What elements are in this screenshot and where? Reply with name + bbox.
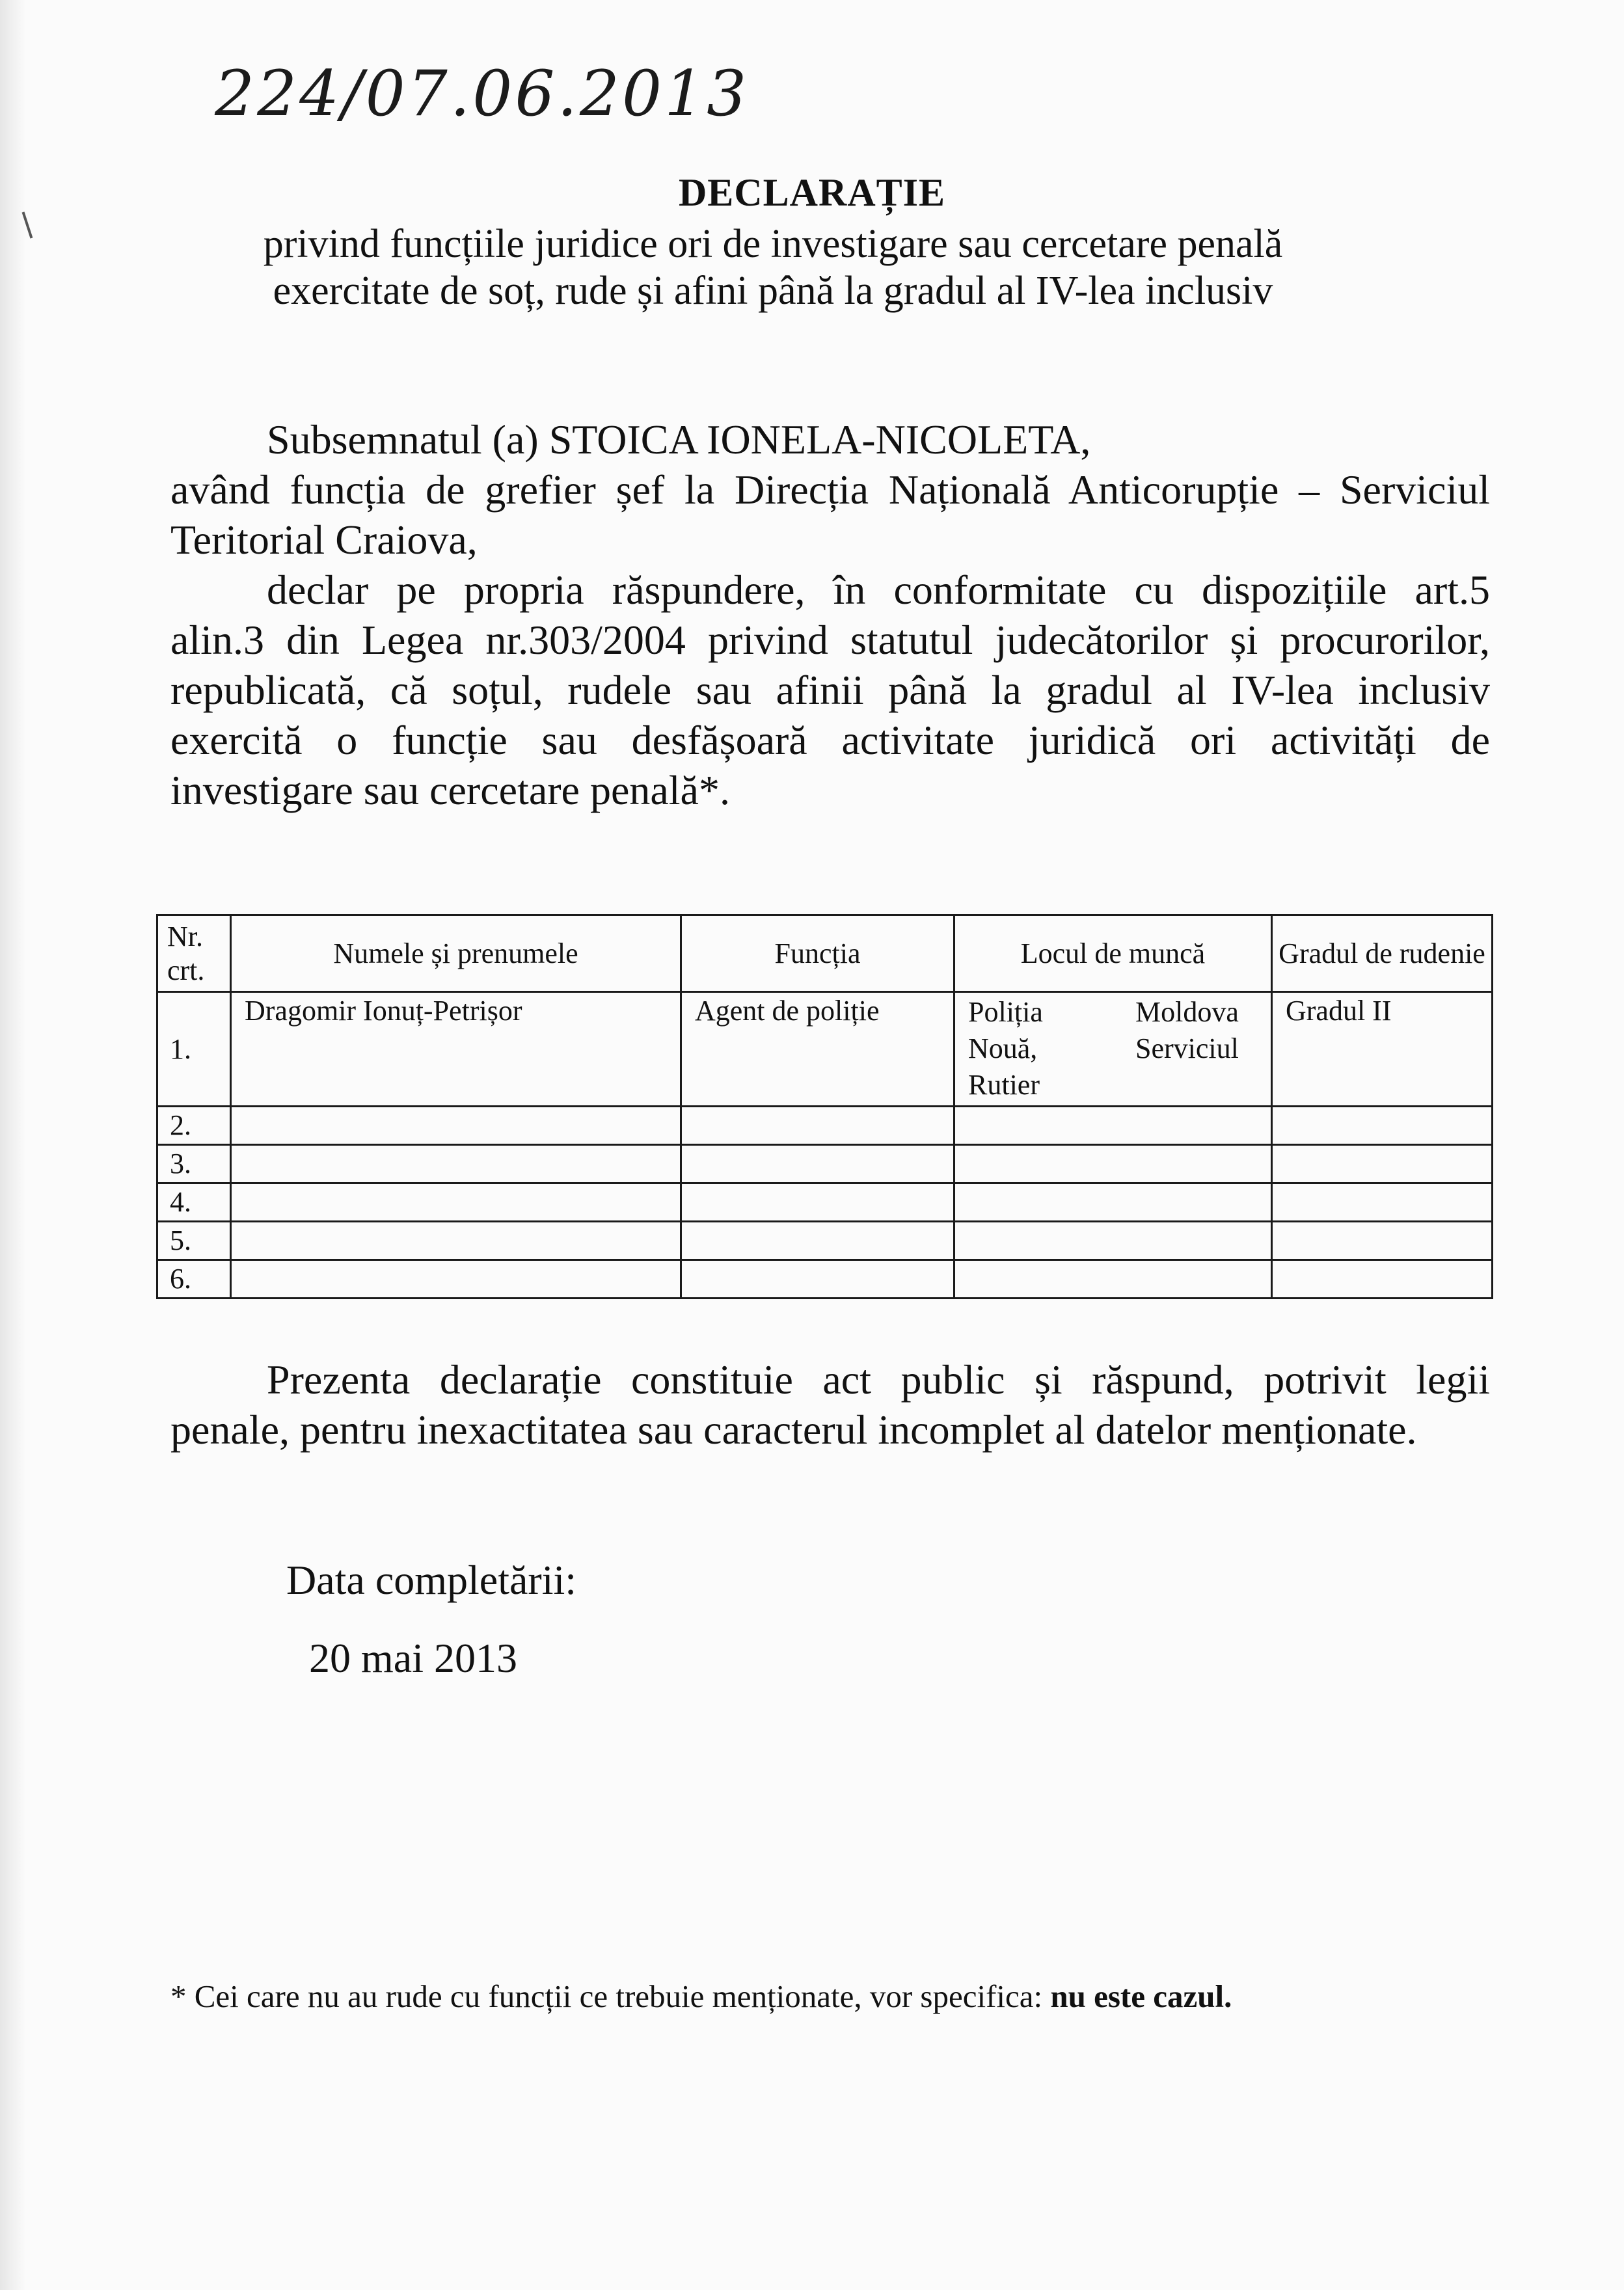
declarant-line-3: Teritorial Craiova, (170, 517, 478, 563)
row-number: 1. (157, 992, 231, 1107)
statement-line-2: alin.3 din Legea nr.303/2004 privind statutul judecătorilor și procurorilor, (170, 617, 1490, 663)
statement-line-5: investigare sau cercetare penală*. (170, 767, 730, 813)
table-row (157, 1260, 1493, 1299)
footnote (170, 1978, 1232, 2015)
table-row (157, 992, 1493, 1107)
declarant-line-2: având funcția de grefier șef la Direcția Națională Anticorupție – Serviciul (170, 466, 1490, 513)
footnote-text: * Cei care nu au rude cu funcții ce trebuie menționate, vor specifica: (170, 1978, 1043, 2014)
header-workplace: Locul de muncă (954, 915, 1272, 992)
row-number: 2. (157, 1107, 231, 1145)
relative-workplace (954, 992, 1272, 1107)
row-number: 3. (157, 1145, 231, 1183)
header-degree: Gradul de rudenie (1272, 915, 1493, 992)
statement-line-1: declar pe propria răspundere, în conformitate cu dispozițiile art.5 (267, 567, 1490, 613)
subtitle-line-1: privind funcțiile juridice ori de investigare sau cercetare penală (263, 222, 1283, 266)
closing-line-2: penale, pentru inexactitatea sau caracterul incomplet al datelor menționate. (170, 1407, 1417, 1453)
workplace-left: Poliția Nouă, Rutier (968, 996, 1043, 1101)
header-nr-crt: Nr. crt. (157, 915, 231, 992)
row-number: 5. (157, 1222, 231, 1260)
subtitle-line-2: exercitate de soț, rude și afini până la gradul al IV-lea inclusiv (273, 269, 1273, 313)
relative-name: Dragomir Ionuț-Petrișor (231, 992, 681, 1107)
table-row (157, 1145, 1493, 1183)
workplace-right: Moldova Serviciul (1135, 996, 1239, 1064)
handwritten-registration-number: 224/07.06.2013 (215, 57, 750, 130)
table-row (157, 1222, 1493, 1260)
table-header-row (157, 915, 1493, 992)
statement-line-4: exercită o funcție sau desfășoară activitate juridică ori activități de (170, 717, 1490, 763)
relatives-table (156, 914, 1493, 1299)
date-value: 20 mai 2013 (309, 1635, 517, 1681)
relative-degree: Gradul II (1272, 992, 1493, 1107)
table-row (157, 1107, 1493, 1145)
relative-function: Agent de poliție (681, 992, 954, 1107)
header-function: Funcția (681, 915, 954, 992)
scan-edge-shadow (0, 0, 26, 2290)
document-title: DECLARAȚIE (678, 171, 946, 214)
closing-line-1: Prezenta declarație constituie act public și răspund, potrivit legii (267, 1356, 1490, 1403)
footnote-bold: nu este cazul. (1050, 1978, 1232, 2014)
date-label: Data completării: (286, 1557, 577, 1603)
row-number: 6. (157, 1260, 231, 1299)
statement-line-3: republicată, că soțul, rudele sau afinii până la gradul al IV-lea inclusiv (170, 667, 1490, 713)
row-number: 4. (157, 1183, 231, 1222)
header-name: Numele și prenumele (231, 915, 681, 992)
table-row (157, 1183, 1493, 1222)
declarant-line-1: Subsemnatul (a) STOICA IONELA-NICOLETA, (267, 416, 1091, 463)
